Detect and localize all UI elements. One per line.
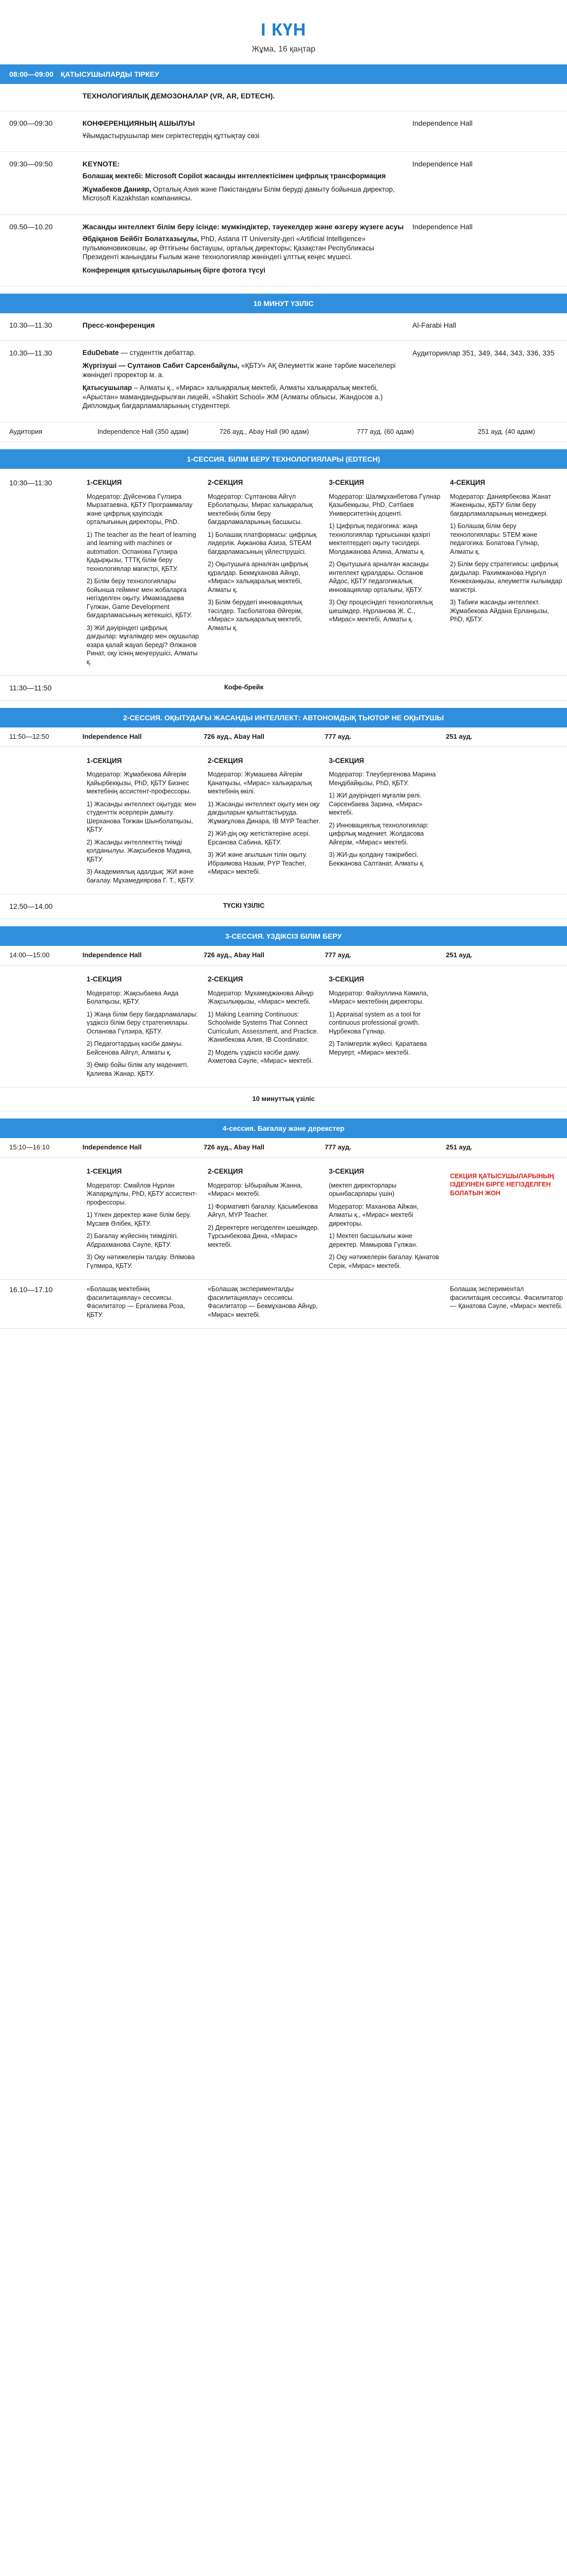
final-col-2 bbox=[204, 1285, 325, 1323]
section-heading bbox=[450, 971, 563, 980]
session-3-venue-4: 251 ауд. bbox=[446, 951, 473, 959]
section-heading: 2-СЕКЦИЯ bbox=[208, 756, 243, 765]
press-venue: Al-Farabi Hall bbox=[412, 321, 456, 330]
session-4-title: 4-сессия. Бағалау және дерекстер bbox=[222, 1124, 345, 1132]
section-talk: 2) Білім беру технологиялары бойынша гейминг мен жобаларға негізделген оқыту. Имамзадаева Гүлжан, Game Development бағдарламасының жетекшісі, ҚБТУ. bbox=[87, 578, 192, 619]
section-talk: 2) Инновациялық технологиялар: цифрлық мәдениет. Жолдасова Айгерім, «Мирас» мектебі. bbox=[329, 821, 429, 846]
session-4-venue-4: 251 ауд. bbox=[446, 1143, 473, 1151]
session-2-venues bbox=[0, 727, 567, 747]
demo-label: ТЕХНОЛОГИЯЛЫҚ ДЕМОЗОНАЛАР (VR, AR, EDTECH). bbox=[82, 92, 275, 100]
demo-row bbox=[0, 84, 567, 111]
final-col-1 bbox=[82, 1285, 204, 1323]
final-session-row bbox=[0, 1280, 567, 1329]
section-heading bbox=[450, 1163, 563, 1172]
section-column bbox=[204, 1163, 325, 1274]
section-heading: 1-СЕКЦИЯ bbox=[87, 975, 122, 983]
section-talk: 2) Оқытушыға арналған цифрлық құралдар. Бекмұханова Айнұр, «Мирас» халықаралық мектебі, Алматы қ. bbox=[208, 561, 308, 594]
session-2-venue-2: 726 ауд., Abay Hall bbox=[204, 732, 264, 740]
edudebate-title: EduDebate bbox=[82, 348, 119, 357]
keynote-row bbox=[0, 152, 567, 215]
opening-time: 09:00—09:30 bbox=[9, 119, 53, 128]
session-3-time: 14:00—15:00 bbox=[9, 951, 50, 959]
section-talk: 3) Академиялық адалдық: ЖИ және бағалау. Мұхамедиярова Г. Т., ҚБТУ. bbox=[87, 868, 195, 884]
section-column bbox=[325, 1163, 446, 1274]
section-heading: 4-СЕКЦИЯ bbox=[450, 479, 486, 487]
section-note: СЕКЦИЯ ҚАТЫСУШЫЛАРЫНЫҢ ІЗДЕУІНЕН БІРГЕ НЕГІЗДЕЛГЕН БОЛАТЫН ЖОН bbox=[450, 1172, 554, 1197]
edudebate-row bbox=[0, 341, 567, 422]
registration-bar bbox=[0, 64, 567, 84]
section-heading: 3-СЕКЦИЯ bbox=[329, 975, 364, 983]
section-moderator: Модератор: Ыбырайым Жанна, «Мирас» мектебі. bbox=[208, 1181, 303, 1198]
section-heading: 2-СЕКЦИЯ bbox=[208, 1167, 243, 1175]
section-talk: 2) Жасанды интеллекттің тиімді қолданылуы. Жақсыбеков Мадина, ҚБТУ. bbox=[87, 838, 192, 863]
edudebate-host-info: «ҚБТУ» АҚ Әлеуметтік және тәрбие мәселелері жөніндегі проректор м. а. bbox=[82, 362, 396, 379]
section-moderator: Модератор: Мұхамеджанова Айнұр Жақсылыққызы, «Мирас» мектебі. bbox=[208, 989, 314, 1005]
auditorium-label: Аудитория bbox=[9, 427, 43, 435]
auditorium-4: 251 ауд. (40 адам) bbox=[478, 427, 535, 435]
section-moderator: Модератор: Смайлов Нұрлан Жапарқұлұлы, PhD, ҚБТУ ассистент-профессоры. bbox=[87, 1181, 198, 1206]
section-talk: 1) Appraisal system as a tool for continuous professional growth. Нұрбекова Гүлнар. bbox=[329, 1010, 421, 1035]
break-label-1: 10 МИНУТ ҮЗІЛІС bbox=[253, 299, 314, 308]
section-talk: 3) ЖИ-ды қолдану тәжірибесі. Бекжанова Салтанат, Алматы қ. bbox=[329, 851, 425, 867]
ai-talk-time: 09.50—10.20 bbox=[9, 222, 53, 231]
section-moderator: Модератор: Сұлтанова Айгүл Ерболатқызы, Мирас халықаралық мектебінің білім беру бағдарламаларының басшысы. bbox=[208, 493, 313, 526]
section-talk: 1) Болашақ платформасы: цифрлық лидерлік. Ақжанова Азиза, STEAM бағдарламасының үйлестірушісі. bbox=[208, 531, 316, 555]
keynote-speaker-info: Орталық Азия және Пәкістандағы Білім беруді дамыту бойынша директор, Microsoft Kazakhstan компаниясы. bbox=[82, 185, 395, 202]
registration-label: ҚАТЫСУШЫЛАРДЫ ТІРКЕУ bbox=[60, 70, 159, 78]
section-talk: 2) Модель үздіксіз кәсіби даму. Ахметова Сәуле, «Мирас» мектебі. bbox=[208, 1048, 313, 1064]
auditorium-3: 777 ауд. (60 адам) bbox=[357, 427, 414, 435]
section-moderator: Модератор: Жұмабекова Айгерім Қайырбекқызы, PhD, ҚБТУ Бизнес мектебінің ассистент-профессоры. bbox=[87, 771, 191, 795]
break-row-2 bbox=[0, 1088, 567, 1111]
section-heading: 3-СЕКЦИЯ bbox=[329, 1167, 364, 1175]
opening-title: КОНФЕРЕНЦИЯНЫҢ АШЫЛУЫ bbox=[82, 119, 195, 128]
section-moderator: Модератор: Шалмұханбетова Гүлнар Қазыбекқызы, PhD, Сәтбаев Университетінің доценті. bbox=[329, 493, 441, 517]
keynote-speaker: Жұмабеков Данияр, bbox=[82, 185, 152, 193]
section-talk: 1) Болашақ білім беру технологиялары: STEM және педагогика. Болатова Гүлнар, Алматы қ. bbox=[450, 522, 540, 555]
keynote-time: 09:30—09:50 bbox=[9, 160, 53, 168]
session-2-title: 2-СЕССИЯ. ОҚЫТУДАҒЫ ЖАСАНДЫ ИНТЕЛЛЕКТ: АВТОНОМДЫҚ ТЬЮТОР НЕ ОҚЫТУШЫ bbox=[123, 713, 444, 722]
section-talk: 2) Педагогтардың кәсіби дамуы. Бейсенова Айгүл, Алматы қ. bbox=[87, 1040, 183, 1056]
final-col-4 bbox=[446, 1285, 567, 1323]
coffee-label: Кофе-брейк bbox=[224, 683, 264, 691]
session-4-time: 15:10—16:10 bbox=[9, 1143, 50, 1151]
opening-row bbox=[0, 111, 567, 152]
auditorium-row bbox=[0, 422, 567, 442]
session-2-grid bbox=[0, 747, 567, 895]
section-talk: 2) Бағалау жүйесінің тиімділігі. Абдрахманова Сәуле, ҚБТУ. bbox=[87, 1232, 178, 1248]
keynote-title: KEYNOTE: bbox=[82, 160, 120, 168]
section-talk: 2) Білім беру стратегиясы: цифрлық дағдылар. Рахимжанова Нұргүл Кенжеханқызы, әлеуметтік ғылымдар магистрі. bbox=[450, 561, 562, 594]
edudebate-participants-label: Қатысушылар bbox=[82, 384, 132, 392]
press-row bbox=[0, 313, 567, 341]
final-col-4-text: Болашақ экспериментал фасилитация сессиясы. Фасилитатор — Қанатова Сәуле, «Мирас» мектебі. bbox=[450, 1285, 563, 1310]
section-column bbox=[204, 752, 325, 889]
ai-talk-speaker-info: PhD, Astana IT University-дегі «Artificial Intelligence» пульмкиновиковшы, әр Әттіғыны бастаушы, орталық директоры; Қазақстан Республикасы Президенті жанындағы Ғылым және технологиялар жөніндегі ұлттық кеңес мүшесі. bbox=[82, 235, 374, 261]
session-4-venue-3: 777 ауд. bbox=[325, 1143, 352, 1151]
section-moderator: (мектеп директорлары орынбасарлары үшін) bbox=[329, 1181, 397, 1198]
lunch-time: 12.50—14.00 bbox=[9, 902, 53, 911]
section-talk: 1) Формативті бағалау. Қасымбекова Айгүл, MYP Teacher. bbox=[208, 1202, 318, 1219]
section-talk: 1) Жасанды интеллект оқыту мен оқу дағдыларын қалыптастыруда. Жұмағұлова Динара, IB MYP Teacher. bbox=[208, 800, 321, 825]
section-column bbox=[204, 474, 325, 670]
session-3-title: 3-СЕССИЯ. ҮЗДІКСІЗ БІЛІМ БЕРУ bbox=[225, 931, 342, 940]
ai-talk-title: Жасанды интеллект білім беру ісінде: мүмкіндіктер, тәуекелдер және өзгеру жүзеге асуы bbox=[82, 222, 404, 231]
section-heading: 2-СЕКЦИЯ bbox=[208, 479, 243, 487]
session-3-bar bbox=[0, 926, 567, 946]
section-column bbox=[204, 971, 325, 1082]
session-1-title: 1-СЕССИЯ. БІЛІМ БЕРУ ТЕХНОЛОГИЯЛАРЫ (EDTECH) bbox=[187, 454, 380, 463]
section-heading: 2-СЕКЦИЯ bbox=[208, 975, 243, 983]
session-2-venue-1: Independence Hall bbox=[82, 732, 142, 740]
section-heading: 1-СЕКЦИЯ bbox=[87, 756, 122, 765]
day-header bbox=[0, 0, 567, 64]
session-3-grid bbox=[0, 965, 567, 1088]
ai-talk-photo: Конференция қатысушыларының бірге фотога түсуі bbox=[82, 266, 265, 274]
session-3-venue-2: 726 ауд., Abay Hall bbox=[204, 951, 264, 959]
section-talk: 1) Цифрлық педагогика: жаңа технологиялар тұрғысынан қазіргі мектептердегі оқыту тәсілдері. Молдажанова Алина, Алматы қ. bbox=[329, 522, 430, 555]
section-column bbox=[446, 971, 567, 1082]
section-heading: 3-СЕКЦИЯ bbox=[329, 479, 364, 487]
section-talk: 2) Оқу нәтижелерін бағалау. Қанатов Серік, «Мирас» мектебі. bbox=[329, 1253, 439, 1269]
ai-talk-row bbox=[0, 215, 567, 286]
session-4-venue-1: Independence Hall bbox=[82, 1143, 142, 1151]
section-column bbox=[82, 752, 204, 889]
section-talk: 3) Білім берудегі инновациялық тәсілдер. Тасболатова Әйгерім, «Мирас» халықаралық мектебі, Алматы қ. bbox=[208, 599, 303, 632]
section-moderator: Модератор: Тлеубергенова Марина Меңдібайқызы, PhD, ҚБТУ. bbox=[329, 771, 436, 787]
section-talk: 2) ЖИ-дің оқу жетістіктеріне әсері. Ерсанова Сабина, ҚБТУ. bbox=[208, 830, 310, 846]
section-talk: 3) Табиғи жасанды интеллект. Жұмабекова Айдана Ерланқызы, PhD, ҚБТУ. bbox=[450, 599, 549, 623]
session-4-grid bbox=[0, 1158, 567, 1280]
opening-venue: Independence Hall bbox=[412, 119, 473, 128]
section-moderator: Модератор: Даниярбекова Жанат Жәкенқызы, ҚБТУ білім беру бағдарламаларының менеджері. bbox=[450, 493, 551, 517]
section-talk: Модератор: Маханова Айжан, Алматы қ., «Мирас» мектебі директоры. bbox=[329, 1202, 419, 1227]
day-date: Жұма, 16 қаңтар bbox=[252, 45, 315, 54]
edudebate-time: 10.30—11.30 bbox=[9, 348, 53, 357]
section-talk: 3) Өмір бойы білім алу мәдениеті. Қалиева Жанар, ҚБТУ. bbox=[87, 1061, 189, 1077]
lunch-label: ТҮСКІ ҮЗІЛІС bbox=[223, 902, 265, 910]
section-moderator: Модератор: Дүйсенова Гүлзира Мырзатаевна, ҚБТУ Программалау және цифрлық қауіпсіздік орталығының директоры, PhD. bbox=[87, 493, 193, 526]
press-title: Пресс-конференция bbox=[82, 321, 155, 330]
session-4-venues bbox=[0, 1138, 567, 1158]
ai-talk-speaker: Әбдіқанов Бейбіт Болатхазыұлы, bbox=[82, 235, 199, 243]
section-talk: 1) Үлкен деректер және білім беру. Мұсаев Әлібек, ҚБТУ. bbox=[87, 1211, 191, 1227]
section-talk: 1) The teacher as the heart of learning and learning with machines or automation. Оспанова Гүлзира Қадырқызы, ТТТҚ білім беру технологиялар магистрі, ҚБТУ. bbox=[87, 531, 196, 572]
final-col-2-text: «Болашақ эксперименталды фасилитациялау» сессиясы. Фасилитатор — Бекмұханова Айнұр, «Мирас» мектебі. bbox=[208, 1285, 318, 1318]
final-col-3 bbox=[325, 1285, 446, 1323]
keynote-venue: Independence Hall bbox=[412, 160, 473, 168]
auditorium-2: 726 ауд., Abay Hall (90 адам) bbox=[219, 427, 309, 435]
section-column bbox=[82, 971, 204, 1082]
section-moderator: Модератор: Жақсыбаева Аида Болатқызы, ҚБТУ. bbox=[87, 989, 179, 1005]
day-title: I КҮН bbox=[260, 20, 307, 40]
section-column bbox=[82, 1163, 204, 1274]
section-column bbox=[82, 474, 204, 670]
lunch-row bbox=[0, 894, 567, 919]
session-1-bar bbox=[0, 449, 567, 469]
section-column bbox=[446, 474, 567, 670]
final-col-1-text: «Болашақ мектебінің фасилитациялау» сессиясы. Фасилитатор — Ерғалиева Роза, ҚБТУ. bbox=[87, 1285, 185, 1318]
section-heading bbox=[450, 752, 563, 761]
section-heading: 3-СЕКЦИЯ bbox=[329, 756, 364, 765]
section-talk: 3) Оқу нәтижелерін талдау. Әлімова Гүлмира, ҚБТУ. bbox=[87, 1253, 195, 1269]
section-talk: 2) Оқытушыға арналған жасанды интеллект құралдары. Оспанов Айдос, ҚБТУ педагогикалық инновациялар орталығы, ҚБТУ. bbox=[329, 561, 429, 594]
session-2-bar bbox=[0, 708, 567, 727]
section-talk: 3) ЖИ және ағылшын тілін оқыту. Ибраимова Назым, PYP Teacher, «Мирас» мектебі. bbox=[208, 851, 308, 876]
press-time: 10.30—11.30 bbox=[9, 321, 53, 330]
section-column bbox=[446, 752, 567, 889]
section-heading: 1-СЕКЦИЯ bbox=[87, 479, 122, 487]
section-heading: 1-СЕКЦИЯ bbox=[87, 1167, 122, 1175]
session-3-venue-1: Independence Hall bbox=[82, 951, 142, 959]
break-label-2: 10 минуттық үзіліс bbox=[252, 1095, 315, 1103]
edudebate-host: Жүргізуші — Султанов Сабит Сарсенбайұлы, bbox=[82, 362, 240, 370]
session-2-time: 11:50—12:50 bbox=[9, 732, 49, 740]
break-bar-1 bbox=[0, 294, 567, 313]
section-talk: 1) ЖИ дәуіріндегі мұғалім рөлі. Сәрсенбаева Зарина, «Мирас» мектебі. bbox=[329, 792, 423, 817]
session-4-bar bbox=[0, 1118, 567, 1138]
section-talk: 1) Мектеп басшылығы және деректер. Мамырова Гүлжан. bbox=[329, 1232, 418, 1248]
section-column bbox=[325, 752, 446, 889]
section-talk: 1) Making Learning Continuous: Schoolwide Systems That Connect Curriculum, Assessment, and Practice. Жанибекова Алия, IB Coordinator. bbox=[208, 1010, 319, 1043]
auditorium-1: Independence Hall (350 адам) bbox=[97, 427, 189, 435]
section-talk: 3) ЖИ дәуіріндегі цифрлық дағдылар: мұғалімдер мен оқушылар өзара қалай жауап береді? Әлжанов Ринат, оқу ісінің меңгерушісі, Алматы қ. bbox=[87, 624, 199, 666]
edudebate-participants: – Алматы қ., «Мирас» халықаралық мектебі, Алматы халықаралық мектебі, «Арыстан» мамандандырылған лицейі, «Shakirt School» ЖМ (Алматы облысы, Жандосов а.) Дипломдық бағдарламаларының студенттері. bbox=[82, 384, 383, 410]
section-talk: 1) Жасанды интеллект оқытуда: мен студенттік әсерлерін дамыту. Шерханова Тоғжан Шынболатқызы, ҚБТУ. bbox=[87, 800, 196, 834]
session-1-time: 10:30—11:30 bbox=[9, 479, 53, 487]
section-talk: 3) Оқу процесіндегі технологиялық шешімдер. Нұрланова Ж. С., «Мирас» мектебі, Алматы қ. bbox=[329, 599, 433, 623]
section-moderator: Модератор: Файзуллина Кәмила, «Мирас» мектебінің директоры. bbox=[329, 989, 428, 1005]
section-talk: 2) Деректерге негізделген шешімдер. Тұрсынбекова Дина, «Мирас» мектебі. bbox=[208, 1224, 320, 1248]
edudebate-desc: — студенттік дебаттар. bbox=[119, 348, 196, 357]
coffee-row bbox=[0, 676, 567, 700]
section-column bbox=[325, 474, 446, 670]
session-1-grid bbox=[0, 469, 567, 676]
section-talk: 2) Тәлімгерлік жүйесі. Қаратаева Меруерт, «Мирас» мектебі. bbox=[329, 1040, 427, 1056]
coffee-time: 11:30—11:50 bbox=[9, 684, 52, 692]
section-column bbox=[325, 971, 446, 1082]
final-session-time: 16.10—17.10 bbox=[9, 1285, 53, 1294]
opening-text: Ұйымдастырушылар мен серіктестердің құттықтау сөзі bbox=[82, 131, 260, 140]
session-2-venue-3: 777 ауд. bbox=[325, 732, 352, 740]
section-column bbox=[446, 1163, 567, 1274]
session-4-venue-2: 726 ауд., Abay Hall bbox=[204, 1143, 264, 1151]
session-3-venues bbox=[0, 946, 567, 965]
keynote-topic: Болашақ мектебі: Microsoft Copilot жасанды интеллектісімен цифрлық трансформация bbox=[82, 172, 386, 180]
session-3-venue-3: 777 ауд. bbox=[325, 951, 352, 959]
registration-time: 08:00—09:00 bbox=[9, 70, 54, 78]
session-2-venue-4: 251 ауд. bbox=[446, 732, 473, 740]
ai-talk-venue: Independence Hall bbox=[412, 222, 473, 231]
edudebate-venue: Аудиториялар 351, 349, 344, 343, 336, 335 bbox=[412, 348, 555, 357]
section-talk: 1) Жаңа білім беру бағдарламалары: үздіксіз білім беру стратегиялары. Оспанова Гүлзира, ҚБТУ. bbox=[87, 1010, 198, 1035]
section-moderator: Модератор: Жумашева Айгерім Қанатқызы, «Мирас» халықаралық мектебінің өкілі. bbox=[208, 771, 312, 795]
